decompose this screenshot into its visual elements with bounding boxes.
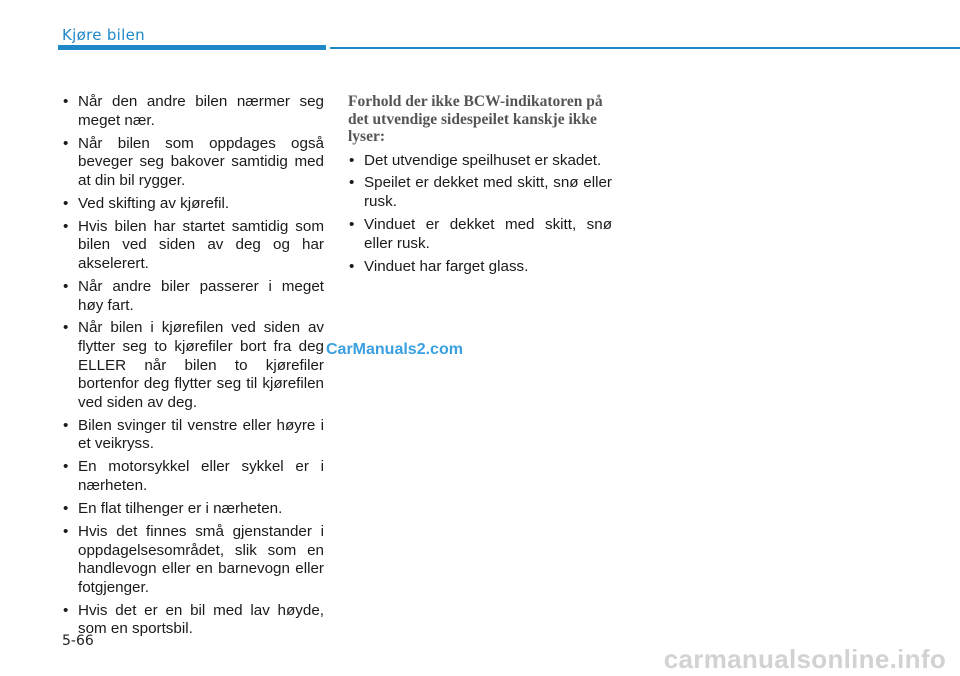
list-item: • Det utvendige speilhuset er skadet.	[348, 152, 612, 171]
list-item: • Hvis det er en bil med lav høyde, som en sportsbil.	[62, 602, 324, 639]
watermark-link-carmanuals2[interactable]: CarManuals2.com	[326, 341, 463, 358]
header-rule-thin	[330, 47, 960, 49]
list-item: • Vinduet har farget glass.	[348, 258, 612, 277]
right-bullet-list	[348, 152, 612, 277]
left-column	[62, 93, 324, 643]
list-item: • Når den andre bilen nærmer seg meget nær.	[62, 93, 324, 130]
right-column	[348, 93, 612, 281]
list-item: • Hvis det finnes små gjenstander i oppdagelsesområdet, slik som en handlevogn eller en barnevogn eller fotgjenger.	[62, 523, 324, 597]
list-item: • Når andre biler passerer i meget høy fart.	[62, 278, 324, 315]
list-item: • Bilen svinger til venstre eller høyre i et veikryss.	[62, 417, 324, 454]
list-item: • En flat tilhenger er i nærheten.	[62, 500, 324, 519]
list-item: • Vinduet er dekket med skitt, snø eller rusk.	[348, 216, 612, 253]
list-item: • Speilet er dekket med skitt, snø eller rusk.	[348, 174, 612, 211]
list-item: • Når bilen i kjørefilen ved siden av flytter seg to kjørefiler bort fra deg ELLER når bilen to kjørefiler bortenfor deg flytter seg til kjørefilen ved siden av deg.	[62, 319, 324, 412]
page-number: 5-66	[62, 633, 94, 649]
list-item: • Hvis bilen har startet samtidig som bilen ved siden av deg og har akselerert.	[62, 218, 324, 274]
list-item: • En motorsykkel eller sykkel er i nærheten.	[62, 458, 324, 495]
left-bullet-list	[62, 93, 324, 639]
section-title: Kjøre bilen	[62, 26, 145, 44]
header-rule-thick	[58, 45, 326, 50]
watermark-carmanualsonline: carmanualsonline.info	[663, 644, 946, 674]
subsection-heading: Forhold der ikke BCW-indikatoren på det utvendige sidespeilet kanskje ikke lyser:	[348, 93, 603, 145]
list-item: • Når bilen som oppdages også beveger seg bakover samtidig med at din bil rygger.	[62, 135, 324, 191]
list-item: • Ved skifting av kjørefil.	[62, 195, 324, 214]
